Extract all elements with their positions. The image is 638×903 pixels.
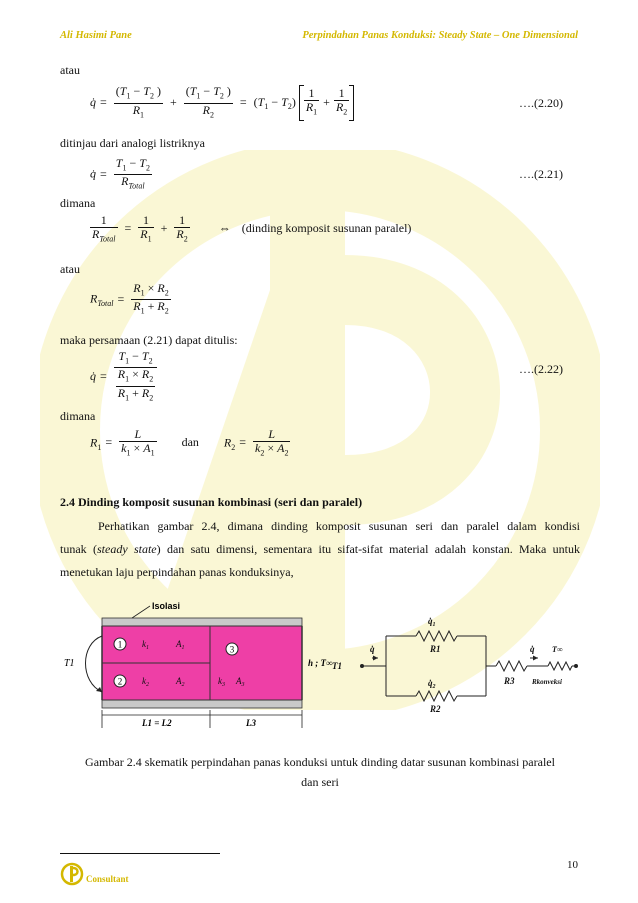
text-atau: atau <box>60 63 80 77</box>
circuit-r3: R3 <box>504 676 515 686</box>
label-t1: T1 <box>64 658 75 669</box>
circuit-t1: T1 <box>332 661 342 671</box>
svg-text:A3: $A_3$ <box>236 676 245 688</box>
footer-rule <box>60 853 220 854</box>
footer-logo-text: Consultant <box>86 874 129 884</box>
footer-logo-icon <box>60 862 84 886</box>
section-heading: 2.4 Dinding komposit susunan kombinasi (seri dan paralel) <box>60 495 363 509</box>
equation-rtotal-parallel: $\frac{1}{R_{Total}}$ = $\frac{1}{R_1}$ + $\frac{1}{R_2}$ ⇔ (dinding komposit susunan paralel) <box>92 213 412 244</box>
paragraph-text-2: ) dan satu dimensi, sementara itu sifat-sifat material adalah konstan. Maka untuk <box>156 542 580 556</box>
svg-text:3: 3 <box>229 644 235 655</box>
header-title: Perpindahan Panas Konduksi: Steady State – One Dimensional <box>302 30 578 41</box>
equation-2-22: q̇ = $\frac{T_1 - T_2}{\frac{R_1 \times R_2}{R_1 + R_2}}$ <box>90 350 157 404</box>
label-isolasi: Isolasi <box>152 601 181 611</box>
eq-number-2-20: ….(2.20) <box>519 96 563 110</box>
circuit-rkonveksi: Rkonveksi <box>532 678 562 686</box>
label-l1-l2: L1 = L2 <box>142 718 172 728</box>
text-maka: maka persamaan (2.21) dapat ditulis: <box>60 333 238 347</box>
svg-text:q̇: q̇ <box>370 644 375 654</box>
eq-number-2-22: ….(2.22) <box>519 362 563 376</box>
text-atau-2: atau <box>60 262 80 276</box>
svg-text:q̇1: $q̇_1$ <box>428 616 436 628</box>
paragraph-italic: steady state <box>96 542 157 556</box>
svg-text:2: 2 <box>117 676 123 687</box>
equation-r1-r2: $R_1$ = $\frac{L}{k_1 \times A_1}$ dan $R_2$ = $\frac{L}{k_2 \times A_2}$ <box>90 427 289 458</box>
text-ditinjau: ditinjau dari analogi listriknya <box>60 136 205 150</box>
insulation-top <box>102 618 302 626</box>
svg-text:A2: $A_2$ <box>176 676 185 688</box>
paragraph-line-3: menetukan laju perpindahan panas konduksinya, <box>60 565 294 579</box>
label-h-tinf: h ; T∞ <box>308 658 333 668</box>
circuit-tinf: T∞ <box>552 645 563 654</box>
eq-number-2-21: ….(2.21) <box>519 167 563 181</box>
text-dan: dan <box>181 435 199 450</box>
paragraph-text: tunak ( <box>60 542 97 556</box>
paragraph-line-1: Perhatikan gambar 2.4, dimana dinding komposit susunan seri dan paralel dalam kondisi <box>98 519 580 533</box>
svg-text:q̇: q̇ <box>530 644 535 654</box>
insulation-bottom <box>102 700 302 708</box>
paragraph-line-2 <box>60 538 580 561</box>
text-dimana-2: dimana <box>60 409 96 423</box>
svg-text:k1: $k_1$ <box>142 639 149 651</box>
label-l3: L3 <box>246 718 256 728</box>
equation-2-21: q̇ = $\frac{T_1 - T_2}{R_{Total}}$ <box>90 156 150 191</box>
svg-text:k3: $k_3$ <box>218 676 225 688</box>
caption-line-2: dan seri <box>301 775 339 789</box>
text-dimana: dimana <box>60 196 96 210</box>
circuit-r2: R2 <box>430 704 441 714</box>
page-number: 10 <box>567 859 578 871</box>
svg-text:k2: $k_2$ <box>142 676 149 688</box>
svg-text:1: 1 <box>117 639 123 650</box>
caption-line-1: Gambar 2.4 skematik perpindahan panas konduksi untuk dinding datar susunan kombinasi paralel <box>85 755 555 769</box>
svg-text:A1: $A_1$ <box>176 639 185 651</box>
equation-rtotal-product: $R_{Total}$ = $\frac{R_1 \times R_2}{R_1 + R_2}$ <box>90 281 169 316</box>
parallel-note: (dinding komposit susunan paralel) <box>241 221 412 236</box>
svg-text:q̇2: $q̇_2$ <box>428 678 436 690</box>
header-author: Ali Hasimi Pane <box>60 30 132 41</box>
section-paragraph <box>60 515 580 584</box>
figure-caption <box>60 752 580 792</box>
equation-2-20: q̇ = $\frac{(T_1 - T_2 )}{R_1}$ + $\frac{(T_1 - T_2 )}{R_2}$ = $(T_1 - T_2)$ $\frac{1}{R_1}$ + $\frac{1}{R_2}$ <box>90 85 354 121</box>
circuit-r1: R1 <box>430 644 441 654</box>
figure-composite-wall <box>60 600 580 730</box>
